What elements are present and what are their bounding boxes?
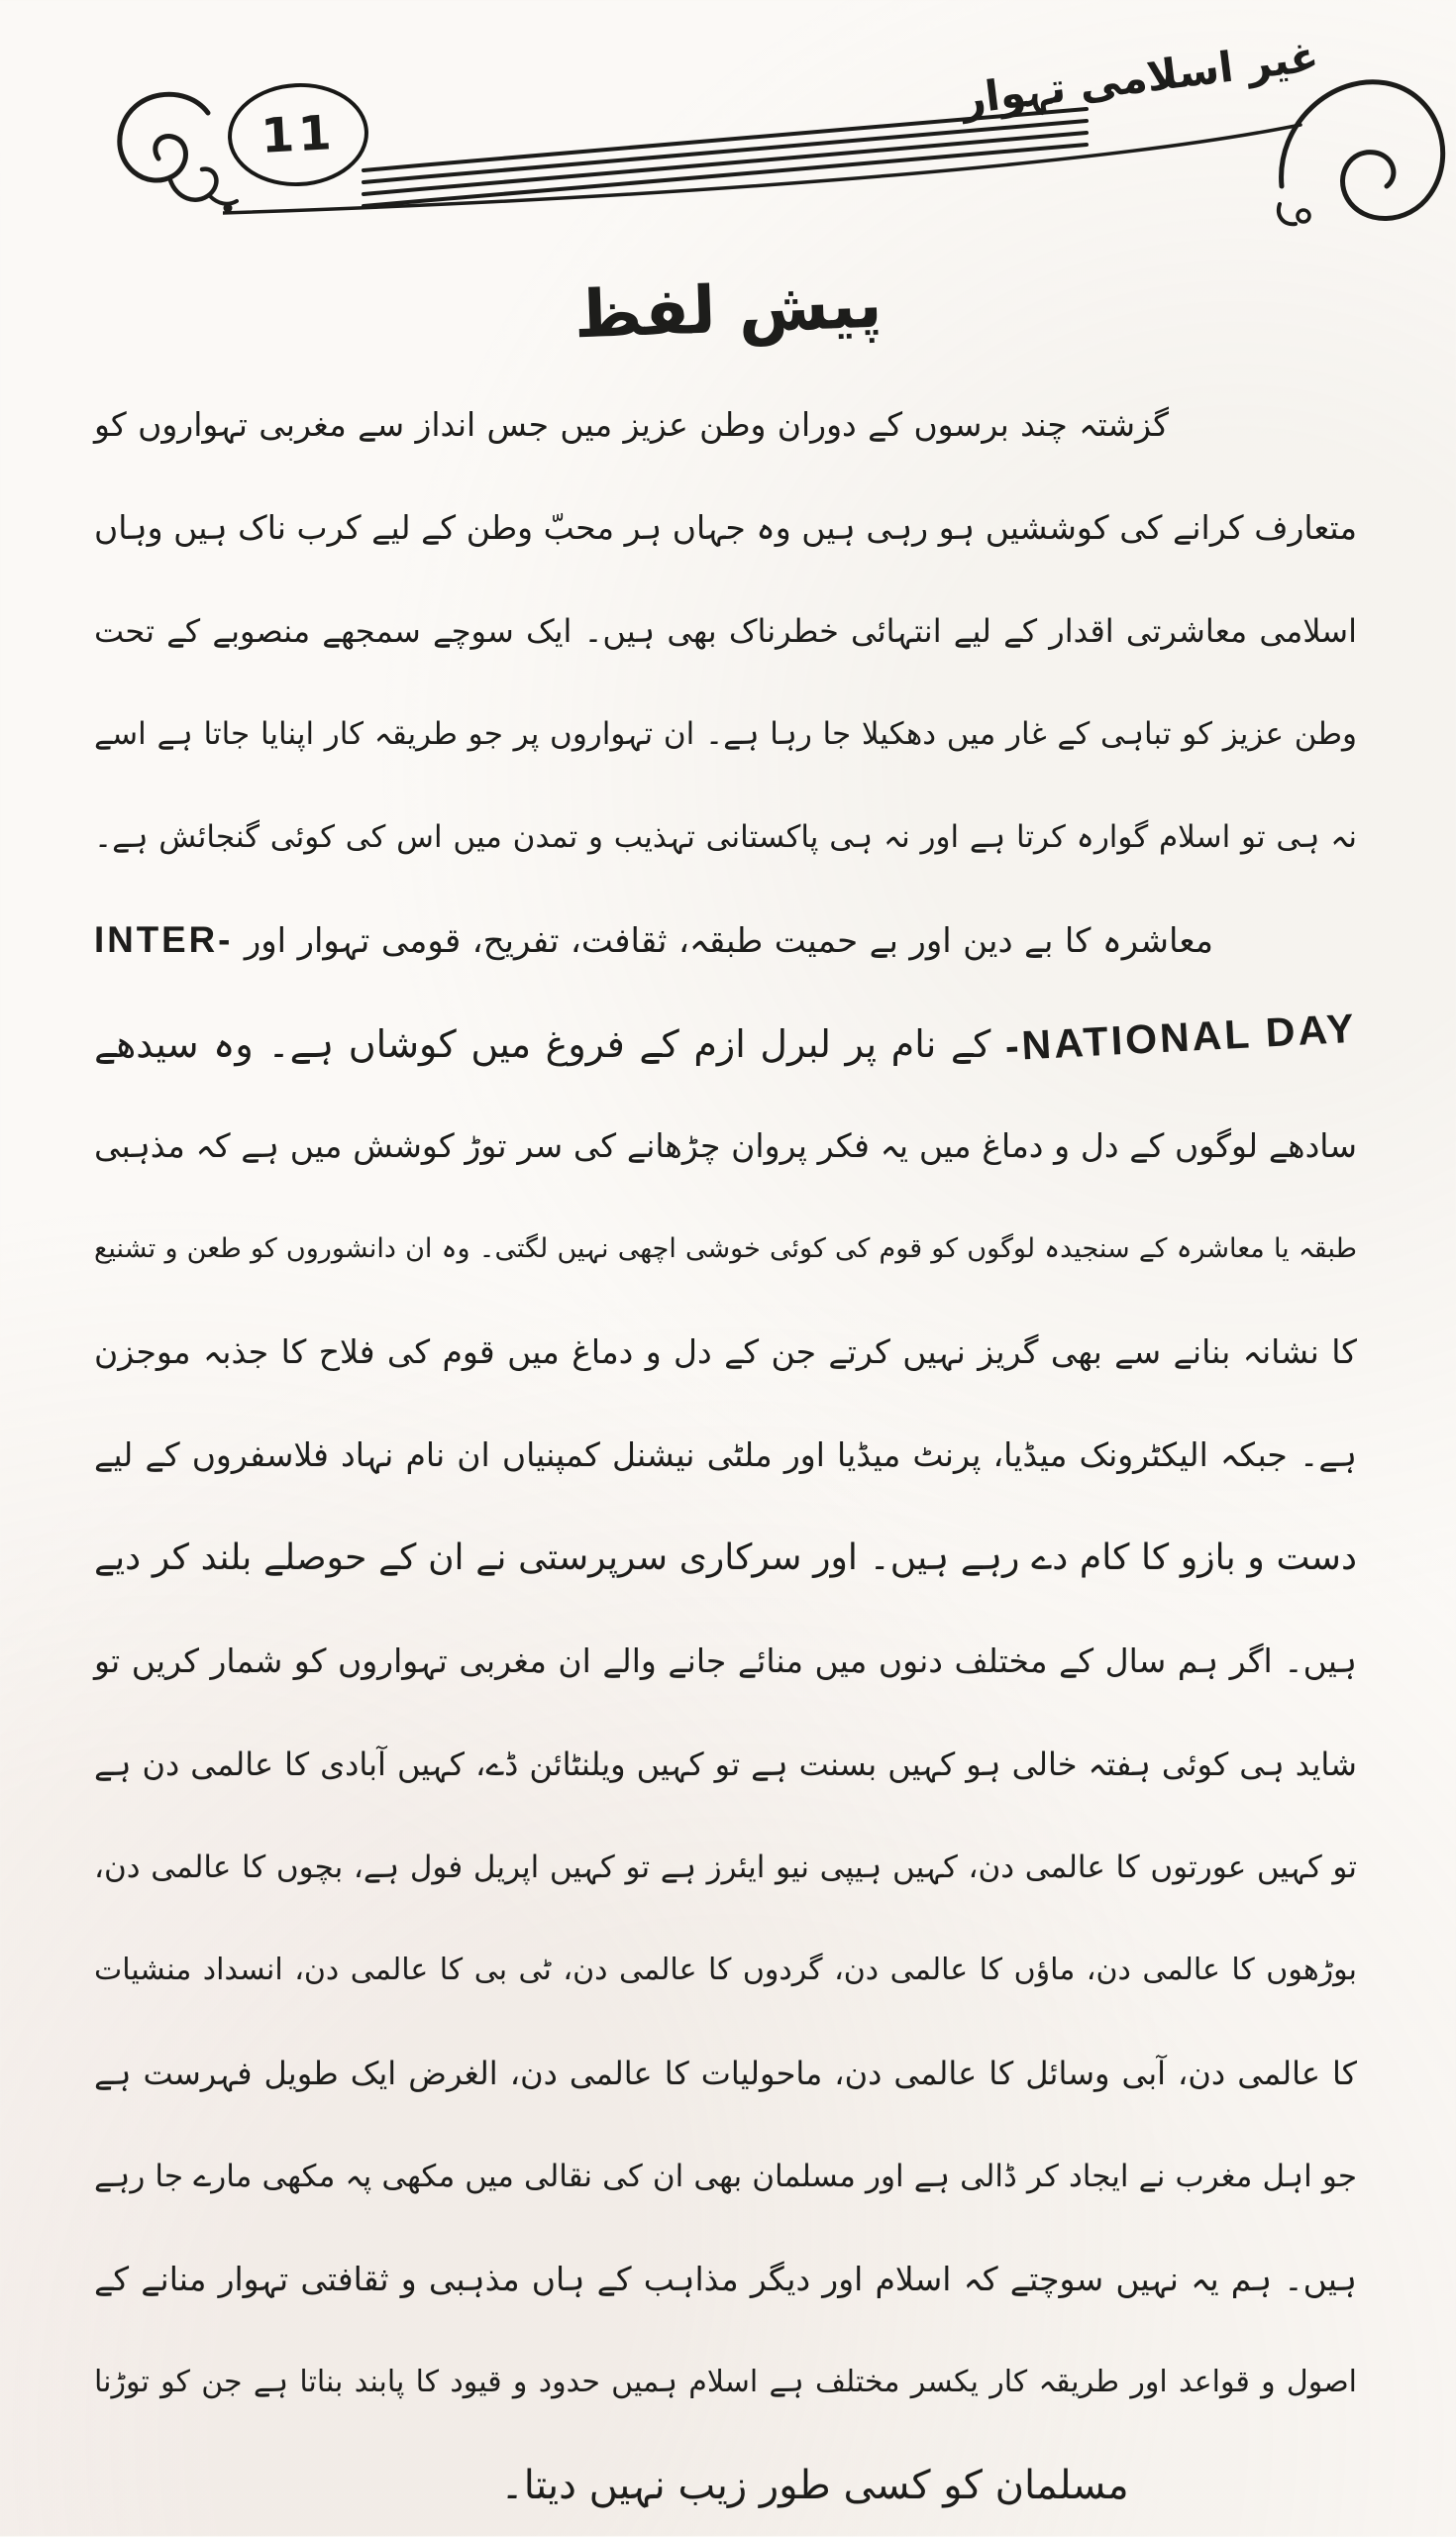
text-line: شاید ہی کوئی ہفتہ خالی ہو کہیں بسنت ہے تو کہیں ویلنٹائن ڈے، کہیں آبادی کا عالمی دن ہے <box>94 1745 1357 1783</box>
ornament-swirl-left-icon <box>91 87 242 218</box>
text-line: دست و بازو کا کام دے رہے ہیں۔ اور سرکاری سرپرستی نے ان کے حوصلے بلند کر دیے <box>94 1537 1357 1578</box>
text-line: بوڑھوں کا عالمی دن، ماؤں کا عالمی دن، گردوں کا عالمی دن، ٹی بی کا عالمی دن، انسداد منشیات <box>94 1953 1357 1987</box>
text-line: متعارف کرانے کی کوششیں ہو رہی ہیں وہ جہاں ہر محبّ وطن کے لیے کرب ناک ہیں وہاں <box>94 508 1357 547</box>
text-line: ہے۔ جبکہ الیکٹرونک میڈیا، پرنٹ میڈیا اور ملٹی نیشنل کمپنیاں ان نام نہاد فلاسفروں کے لیے <box>94 1435 1357 1474</box>
text-line: ہیں۔ اگر ہم سال کے مختلف دنوں میں منائے جانے والے ان مغربی تہواروں کو شمار کریں تو <box>94 1641 1357 1680</box>
book-title: غیر اسلامی تہوار <box>958 32 1321 124</box>
text-line: سادھے لوگوں کے دل و دماغ میں یہ فکر پروان چڑھانے کی سر توڑ کوشش میں ہے کہ مذہبی <box>94 1126 1357 1165</box>
text-line: وطن عزیز کو تباہی کے غار میں دھکیلا جا رہا ہے۔ ان تہواروں پر جو طریقہ کار اپنایا جاتا ہے اسے <box>94 716 1357 752</box>
text-line: تو کہیں عورتوں کا عالمی دن، کہیں ہیپی نیو ایئرز ہے تو کہیں اپریل فول ہے، بچوں کا عالمی دن، <box>94 1850 1357 1885</box>
english-inline-text: INTER- <box>94 919 234 960</box>
text-line: جو اہل مغرب نے ایجاد کر ڈالی ہے اور مسلمان بھی ان کی نقالی میں مکھی پہ مکھی مارے جا رہے <box>94 2159 1357 2194</box>
text-line-last: مسلمان کو کسی طور زیب نہیں دیتا۔ <box>500 2463 1129 2508</box>
section-title: پیش لفظ <box>572 265 884 354</box>
text-line: طبقہ یا معاشرہ کے سنجیدہ لوگوں کو قوم کی کوئی خوشی اچھی نہیں لگتی۔ وہ ان دانشوروں کو طعن و تشنیع <box>94 1233 1357 1264</box>
text-line-with-english: معاشرہ کا بے دین اور بے حمیت طبقہ، ثقافت، تفریح، قومی تہوار اور INTER- <box>94 889 1357 992</box>
page-header <box>0 0 1456 265</box>
text-line: اصول و قواعد اور طریقہ کار یکسر مختلف ہے اسلام ہمیں حدود و قیود کا پابند بناتا ہے جن کو توڑنا <box>94 2365 1357 2399</box>
text-line: نہ ہی تو اسلام گوارہ کرتا ہے اور نہ ہی پاکستانی تہذیب و تمدن میں اس کی کوئی گنجائش ہے۔ <box>94 819 1357 855</box>
text-line: گزشتہ چند برسوں کے دوران وطن عزیز میں جس انداز سے مغربی تہواروں کو <box>94 405 1169 444</box>
text-line-with-english: -NATIONAL DAY کے نام پر لبرل ازم کے فروغ میں کوشاں ہے۔ وہ سیدھے <box>94 992 1357 1095</box>
text-line: کا عالمی دن، آبی وسائل کا عالمی دن، ماحولیات کا عالمی دن، الغرض ایک طویل فہرست ہے <box>94 2055 1357 2092</box>
body-text <box>0 373 1456 2537</box>
english-inline-text: -NATIONAL DAY <box>1003 1004 1358 1070</box>
page-number-badge: 11 <box>225 79 370 189</box>
text-line: ہیں۔ ہم یہ نہیں سوچتے کہ اسلام اور دیگر مذاہب کے ہاں مذہبی و ثقافتی تہوار منانے کے <box>94 2260 1357 2298</box>
text-line: کا نشانہ بنانے سے بھی گریز نہیں کرتے جن کے دل و دماغ میں قوم کی فلاح کا جذبہ موجزن <box>94 1332 1357 1371</box>
ornament-swirl-right-icon <box>1274 67 1450 254</box>
text-line: اسلامی معاشرتی اقدار کے لیے انتہائی خطرناک بھی ہیں۔ ایک سوچے سمجھے منصوبے کے تحت <box>94 612 1357 650</box>
